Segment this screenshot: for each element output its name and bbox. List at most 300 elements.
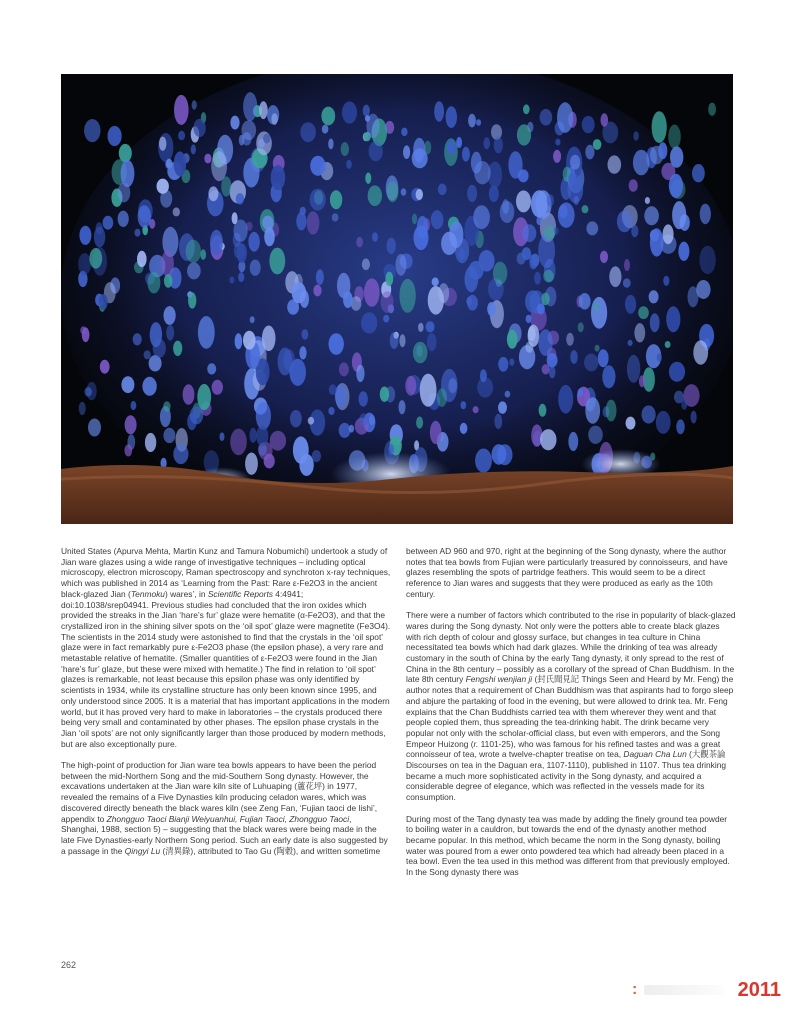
glaze-spot	[528, 325, 540, 347]
glaze-spot	[85, 387, 92, 397]
glaze-spot	[645, 197, 650, 204]
glaze-spot	[669, 174, 683, 198]
glaze-spot	[494, 414, 502, 429]
italic-text: Tenmoku	[130, 588, 165, 599]
glaze-spot	[94, 227, 105, 248]
glaze-spot	[585, 145, 594, 160]
glaze-spot	[656, 411, 671, 434]
glaze-spot	[505, 391, 511, 398]
glaze-spot	[432, 277, 439, 286]
glaze-spot	[487, 302, 495, 316]
glaze-spot	[547, 353, 558, 368]
text-run: (清異錄), attributed to Tao Gu (陶穀), and written sometime	[160, 845, 381, 856]
glaze-spot	[633, 150, 650, 176]
glaze-spot	[467, 295, 478, 311]
glaze-spot	[159, 137, 166, 151]
glaze-spot	[250, 316, 255, 323]
glaze-spot	[339, 423, 351, 438]
glaze-spot	[699, 246, 715, 274]
paragraph	[406, 546, 736, 600]
glaze-spot	[608, 155, 622, 173]
glaze-spot	[574, 196, 579, 205]
glaze-spot	[600, 251, 608, 263]
italic-text: Zhongguo Taoci Bianji Weiyuanhui, Fujian Taoci, Zhongguo Taoci	[106, 813, 350, 824]
glaze-spot	[471, 152, 482, 174]
glaze-spot	[543, 270, 553, 283]
glaze-spot	[145, 433, 156, 452]
glaze-spot	[292, 282, 306, 303]
glaze-spot	[328, 407, 334, 415]
glaze-spot	[108, 126, 122, 146]
glaze-spot	[204, 154, 211, 164]
glaze-spot	[118, 211, 129, 227]
glaze-spot	[498, 401, 507, 413]
glaze-spot	[396, 254, 407, 276]
glaze-spot	[652, 111, 667, 143]
text-run: 4:4941; doi:10.1038/srep04941. Previous studies had concluded that the iron oxides which provided the streaks in the Jian ‘hare’s fur’ glaze were hematite (α-Fe2O3), and that the crystallized iron in the shining silver spots on the ‘oil spot’ glaze were magnetite (Fe3O4). The scientists in the 2014 study were astonished to find that the crystals in the ‘oil spot’ glaze were in fact remarkably pure ε-Fe2O3 phase (the epsilon phase), a very rare and metastable relative of hematite. (Smaller quantities of ε-Fe2O3 were found in the Jian ‘hare’s fur’ glaze, but these were mixed with hematite.) The find in relation to ‘oil spot’ glazes is remarkable, not least because this epsilon phase was only identified by scientists in 1934, while its crystalline structure has only been known since 1995, and only understood since 2005. It is a material that has important applications in the modern world, but it has proved very hard to make in laboratories – the crystals produced there being very small and contaminated by other phases. The epsilon phase crystals in the Jian ‘oil spots’ are not only significantly larger than those produced by modern methods, but are also exceptionally pure.	[61, 588, 391, 749]
glaze-spot	[430, 421, 442, 444]
glaze-spot	[517, 124, 531, 145]
glaze-spot	[173, 341, 182, 356]
glaze-spot	[566, 333, 574, 346]
glaze-spot	[642, 405, 656, 423]
glaze-spot	[483, 137, 490, 149]
glaze-spot	[329, 384, 337, 395]
glaze-spot	[147, 272, 160, 293]
glaze-spot	[568, 432, 578, 451]
glaze-spot	[361, 312, 377, 333]
text-run: (封氏聞見記 Things Seen and Heard by Mr. Feng) the author notes that a requirement of Chan Buddhism was that aspirants had to forgo sleep and abjure the partaking of food in the evening, but were allowed to drink tea. Mr. Feng explains that the Chan Buddhists carried tea with them wherever they went and that people copied them, thus spreading the tea-drinking habit. The drink became very popular not only with the scholar-official class, but even with emperors, and the Song Empeor Huizong (	[406, 674, 734, 749]
glaze-spot	[312, 450, 321, 462]
glaze-spot	[399, 279, 415, 313]
glaze-spot	[591, 297, 607, 329]
glaze-spot	[380, 387, 389, 402]
glaze-spot	[245, 453, 258, 475]
glaze-spot	[166, 325, 174, 341]
glaze-spot	[523, 104, 530, 114]
glaze-spot	[456, 137, 462, 148]
glaze-spot	[310, 189, 326, 211]
glaze-spot	[385, 272, 393, 286]
glaze-spot	[335, 384, 347, 407]
glaze-spot	[625, 295, 636, 314]
glaze-spot	[638, 306, 649, 319]
footer-year: 2011	[737, 979, 781, 1001]
text-run: United States (Apurva Mehta, Martin Kunz and Tamura Nobumichi) undertook a study of Jian ware glazes using a wide range of investigative techniques – including optical microscopy, electron microscopy, Raman spectroscopy and synchroton x-ray techniques, which was published in 2014 as ‘Learning from the Past: Rare ε-Fe2O3 in the ancient black-glazed Jian (	[61, 546, 391, 599]
glaze-spot	[431, 210, 444, 229]
glaze-spot	[639, 375, 645, 387]
footer-colon: :	[632, 981, 638, 998]
glaze-spot	[538, 329, 552, 356]
glaze-spot	[363, 105, 370, 117]
glaze-spot	[232, 212, 238, 224]
glaze-spot	[582, 116, 595, 133]
glaze-spot	[341, 142, 349, 156]
glaze-spot	[256, 131, 272, 155]
glaze-spot	[82, 327, 90, 342]
glaze-spot	[387, 238, 396, 254]
glaze-spot	[343, 291, 353, 308]
glaze-spot	[121, 376, 134, 393]
glaze-spot	[208, 186, 218, 201]
glaze-spot	[708, 103, 716, 116]
glaze-spot	[427, 333, 437, 351]
glaze-spot	[624, 259, 630, 271]
text-run: There were a number of factors which contributed to the rise in popularity of black-glazed wares during the Song dynasty. Not only were the potters able to create black glazes with rich depth of colour and glossy surface, but changes in tea culture in China necessitated tea bowls which had dark glazes. While the drinking of tea was already customary in the south of China by the early Tang dynasty, it only spread to the rest of China in the 8th century – possibly as a corollary of the spread of Chan Buddhism. In the late 8th century	[406, 610, 736, 685]
glaze-spot	[103, 216, 114, 230]
glaze-spot	[578, 322, 584, 332]
glaze-spot	[243, 331, 256, 350]
glaze-spot	[78, 253, 91, 275]
glaze-spot	[164, 274, 173, 288]
glaze-spot	[553, 150, 561, 163]
glaze-spot	[230, 429, 247, 456]
glaze-spot	[593, 139, 602, 150]
glaze-spot	[161, 250, 174, 276]
glaze-spot	[629, 179, 638, 192]
glaze-spot	[644, 206, 659, 225]
glaze-spot	[539, 404, 547, 417]
glaze-spot	[271, 113, 277, 125]
glaze-spot	[188, 292, 196, 308]
glaze-spot	[310, 156, 325, 176]
glaze-spot	[262, 216, 273, 230]
glaze-spot	[235, 333, 243, 349]
glaze-spot	[299, 454, 313, 476]
glaze-spot	[558, 385, 573, 414]
glaze-spot	[617, 211, 632, 233]
glaze-spot	[434, 101, 444, 121]
glaze-spot	[237, 243, 247, 263]
glaze-spot	[602, 365, 615, 388]
glaze-spot	[473, 205, 490, 229]
glaze-spot	[668, 125, 681, 149]
glaze-spot	[461, 401, 467, 409]
glaze-spot	[582, 205, 589, 213]
glaze-spot	[693, 340, 708, 364]
glaze-spot	[99, 294, 108, 310]
glaze-spot	[492, 444, 507, 465]
text-run: The high-point of production for Jian ware tea bowls appears to have been the period between the mid-Northern Song and the mid-Southern Song dynasty. However, the excavations undertaken at the Jian ware kiln site of Luhuaping (蘆花坪) in 1977, revealed the remains of a Five Dynasties kiln producing celadon wares, which was discovered directly beneath the black wares kiln (see Zeng Fan, ‘Fujian taoci de lishi’, appendix to	[61, 760, 378, 824]
glaze-spot	[121, 160, 135, 187]
text-run: 1101-25), who was famous for his refined tastes and was a great connoisseur of tea, wrote a twelve-chapter treatise on tea,	[406, 738, 721, 760]
glaze-spot	[131, 401, 137, 410]
glaze-spot	[362, 259, 370, 271]
glaze-spot	[125, 415, 137, 434]
glaze-spot	[342, 101, 357, 123]
glaze-spot	[264, 227, 275, 246]
glaze-spot	[657, 353, 662, 362]
glaze-spot	[356, 237, 363, 247]
glaze-spot	[359, 413, 368, 426]
right-text-column	[406, 546, 736, 888]
glaze-spot	[467, 185, 477, 202]
paragraph	[61, 760, 391, 856]
glaze-spot	[417, 216, 428, 239]
glaze-spot	[368, 185, 382, 206]
glaze-spot	[588, 426, 603, 444]
glaze-spot	[663, 276, 669, 286]
glaze-spot	[626, 417, 636, 430]
paragraph	[61, 546, 391, 749]
glaze-spot	[691, 411, 697, 424]
glaze-spot	[138, 205, 151, 228]
glaze-spot	[230, 116, 239, 130]
glaze-spot	[494, 136, 503, 153]
glaze-spot	[459, 248, 465, 260]
glaze-spot	[475, 449, 492, 473]
glaze-spot	[299, 346, 306, 359]
glaze-spot	[290, 410, 302, 427]
glaze-spot	[387, 181, 399, 202]
glaze-spot	[493, 262, 507, 285]
glaze-spot	[133, 333, 142, 345]
glaze-spot	[100, 360, 110, 374]
glaze-spot	[359, 391, 368, 406]
glaze-spot	[678, 242, 689, 261]
glaze-spot	[534, 272, 541, 285]
glaze-spot	[438, 184, 447, 196]
glaze-spot	[365, 173, 371, 184]
glaze-spot	[489, 186, 499, 203]
glaze-spot	[531, 190, 548, 217]
glaze-spot	[606, 400, 617, 422]
glaze-spot	[173, 207, 180, 216]
glaze-spot	[296, 212, 306, 230]
footer-watermark-band	[644, 985, 724, 995]
glaze-spot	[339, 362, 349, 376]
glaze-spot	[420, 374, 437, 407]
glaze-spot	[164, 306, 176, 325]
glaze-spot	[558, 202, 575, 227]
glaze-spot	[308, 417, 314, 425]
glaze-spot	[178, 131, 185, 141]
glaze-spot	[500, 201, 515, 223]
glaze-spot	[666, 306, 680, 332]
glaze-spot	[522, 224, 536, 242]
glaze-spot	[672, 201, 686, 229]
glaze-spot	[650, 228, 664, 256]
glaze-spot	[372, 232, 378, 241]
glaze-spot	[271, 165, 286, 190]
glaze-spot	[585, 397, 600, 424]
glaze-spot	[183, 384, 195, 405]
glaze-spot	[403, 145, 410, 159]
glaze-spot	[623, 278, 631, 287]
glaze-spot	[197, 384, 211, 410]
glaze-spot	[498, 357, 508, 372]
glaze-spot	[570, 155, 580, 170]
glaze-spot	[250, 260, 261, 276]
glaze-spot	[238, 272, 244, 282]
italic-text: Daguan Cha Lun	[623, 749, 687, 760]
glaze-spot	[507, 330, 518, 349]
glaze-spot	[547, 194, 554, 207]
glaze-spot	[119, 144, 132, 162]
glaze-spot	[236, 193, 244, 204]
glaze-spot	[516, 190, 531, 212]
glaze-spot	[688, 286, 699, 307]
italic-text: Scientific Reports	[207, 588, 273, 599]
glaze-spot	[700, 204, 711, 225]
glaze-spot	[369, 415, 375, 425]
glaze-spot	[692, 164, 705, 182]
glaze-spot	[586, 221, 598, 235]
glaze-spot	[681, 399, 687, 410]
glaze-spot	[259, 101, 268, 119]
glaze-spot	[441, 232, 457, 255]
glaze-spot	[346, 160, 352, 169]
glaze-spot	[89, 248, 102, 269]
glaze-spot	[448, 378, 457, 393]
glaze-spot	[79, 226, 91, 245]
glaze-spot	[424, 141, 431, 155]
glaze-spot	[174, 151, 186, 176]
glaze-spot	[321, 107, 335, 126]
glaze-spot	[187, 262, 201, 279]
glaze-spot	[584, 354, 598, 372]
glaze-spot	[540, 429, 556, 450]
glaze-spot	[460, 423, 468, 434]
glaze-spot	[369, 141, 383, 161]
italic-text: Qingyi Lu	[124, 845, 161, 856]
left-text-column	[61, 546, 391, 867]
glaze-spot	[390, 332, 399, 349]
glaze-spot	[446, 106, 457, 128]
glaze-spot	[658, 142, 667, 159]
footer-logo-mark	[580, 976, 795, 1004]
glaze-spot	[437, 388, 447, 407]
glaze-spot	[249, 428, 256, 443]
glaze-spot	[84, 119, 100, 142]
paragraph	[406, 610, 736, 803]
glaze-spot	[529, 254, 537, 269]
glaze-spot	[332, 213, 339, 221]
glaze-spot	[633, 131, 639, 140]
glaze-spot	[264, 454, 275, 469]
glaze-spot	[142, 377, 156, 396]
glaze-spot	[399, 400, 406, 414]
glaze-spot	[256, 425, 268, 446]
glaze-spot	[508, 151, 522, 179]
glaze-spot	[462, 147, 470, 162]
glaze-spot	[242, 120, 257, 140]
glaze-spot	[540, 109, 553, 126]
glaze-spot	[278, 348, 293, 376]
glaze-spot	[229, 277, 234, 284]
glaze-spot	[193, 119, 205, 137]
glaze-spot	[418, 323, 424, 332]
glaze-spot	[412, 214, 417, 225]
glaze-spot	[135, 229, 141, 237]
glaze-spot	[593, 301, 599, 312]
italic-text: Fengshi wenjian ji	[465, 674, 533, 685]
text-run: During most of the Tang dynasty tea was made by adding the finely ground tea powder to boiling water in a cauldron, but towards the end of the dynasty another method became popular. In this method, which became the norm in the Song dynasty, boiling water was poured from a ewer onto powdered tea which had already been placed in a tea bowl. Even the tea used in this method was different from that previously employed. In the Song dynasty there was	[406, 813, 730, 878]
glaze-spot	[669, 362, 685, 382]
glaze-spot	[426, 321, 435, 332]
glaze-spot	[598, 349, 609, 367]
glaze-spot	[628, 340, 633, 346]
glaze-spot	[269, 248, 285, 275]
glaze-spot	[676, 419, 685, 434]
glaze-spot	[570, 350, 577, 364]
glaze-spot	[634, 323, 645, 342]
glaze-spot	[428, 286, 444, 315]
glaze-spot	[137, 251, 147, 267]
glaze-spot	[322, 125, 329, 134]
glaze-spot	[557, 102, 573, 133]
glaze-spot	[157, 179, 169, 194]
glaze-spot	[537, 303, 545, 314]
glaze-spot	[476, 119, 481, 126]
glaze-spot	[555, 139, 560, 146]
glaze-spot	[670, 146, 683, 167]
glaze-spot	[526, 315, 532, 323]
glaze-spot	[192, 100, 197, 110]
page-number: 262	[61, 960, 77, 970]
glaze-spot	[631, 225, 638, 237]
glaze-spot	[447, 140, 456, 154]
glaze-spot	[401, 128, 407, 137]
text-run: , Shanghai, 1988, section 5) – suggesting that the black wares were being made in the late Five Dynasties-early Northern Song period. Such an early date is also suggested by a passage in the	[61, 813, 388, 856]
glaze-spot	[313, 285, 321, 297]
glaze-spot	[544, 225, 556, 240]
glaze-spot	[416, 417, 423, 429]
glaze-spot	[665, 341, 671, 348]
glaze-spot	[601, 113, 609, 127]
glaze-spot	[220, 432, 225, 441]
glaze-spot	[663, 224, 674, 244]
text-run: between AD 960 and 970, right at the beginning of the Song dynasty, where the author notes that tea bowls from Fujian were particularly treasured by connoisseurs, and have glazes resembling the spots of partridge feathers. This would seem to be a direct reference to Jian wares and suggests that they were produced as early as the 10th century.	[406, 546, 728, 599]
glaze-spot	[509, 358, 514, 365]
glaze-image-svg	[61, 74, 733, 524]
italic-text: r.	[473, 738, 479, 749]
glaze-spot	[263, 134, 270, 144]
glaze-spot	[416, 189, 423, 200]
glaze-spot	[549, 366, 556, 378]
glaze-spot	[541, 293, 549, 306]
glaze-spot	[381, 291, 394, 313]
glaze-spot	[413, 342, 428, 364]
glaze-spot	[302, 329, 309, 340]
glaze-spot	[212, 380, 223, 395]
glaze-spot	[124, 444, 132, 456]
glaze-spot	[468, 114, 476, 128]
glaze-spot	[627, 355, 640, 383]
glaze-spot	[79, 402, 86, 415]
glaze-spot	[468, 261, 483, 280]
glaze-spot	[650, 313, 660, 332]
glaze-spot	[186, 240, 201, 263]
glaze-spot	[173, 444, 188, 464]
glaze-spot	[401, 188, 407, 195]
glaze-spot	[399, 334, 405, 347]
glaze-spot	[163, 401, 170, 411]
oil-spot-glaze-photo	[61, 74, 733, 524]
glaze-spot	[307, 211, 320, 234]
glaze-spot	[364, 278, 380, 306]
glaze-spot	[568, 173, 575, 185]
glaze-spot	[300, 122, 316, 142]
glaze-spot	[210, 230, 223, 255]
glaze-spot	[356, 365, 364, 382]
glaze-spot	[349, 425, 354, 433]
glaze-spot	[595, 345, 600, 352]
glaze-spot	[480, 369, 487, 382]
glaze-spot	[330, 190, 342, 209]
glaze-spot	[649, 290, 659, 303]
text-run: ) wares’, in	[164, 588, 208, 599]
